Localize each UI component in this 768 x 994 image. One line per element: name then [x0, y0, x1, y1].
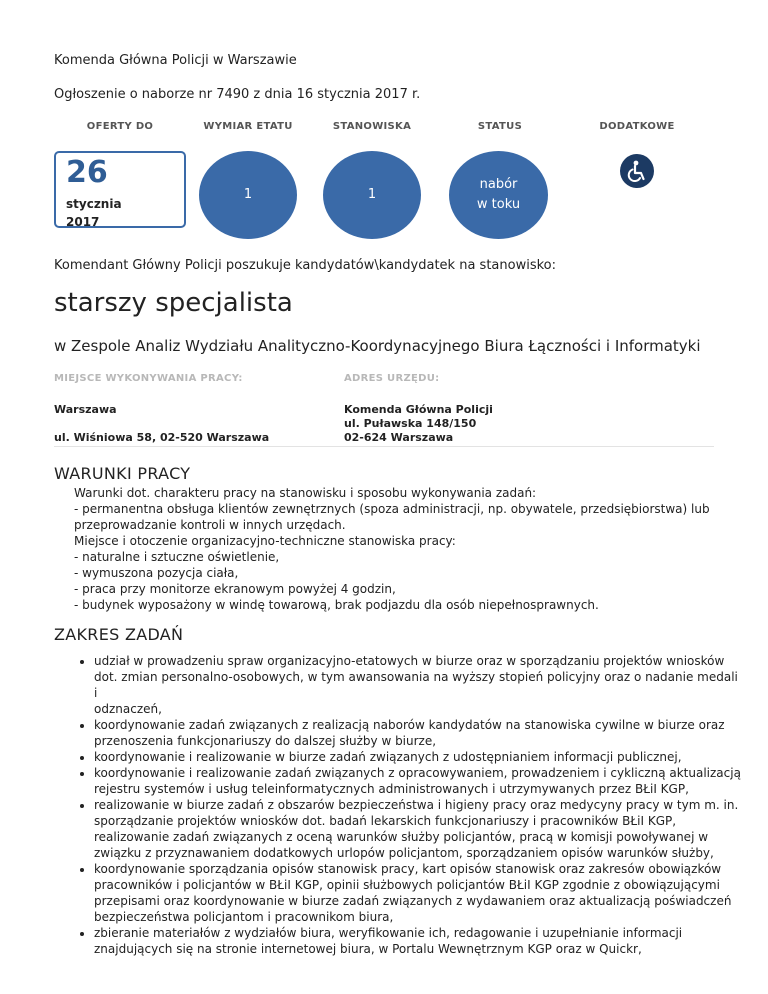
warunki-line: - budynek wyposażony w windę towarową, brak podjazdu dla osób niepełnosprawnych. [74, 598, 599, 612]
warunki-line: - naturalne i sztuczne oświetlenie, [74, 550, 280, 564]
list-item-line: • realizowanie w biurze zadań z obszarów bezpieczeństwa i higieny pracy oraz medycyny pracy w tym m. in. [94, 798, 739, 812]
list-item-line: • koordynowanie i realizowanie zadań związanych z opracowywaniem, prowadzeniem i cykliczną aktualizacją [94, 766, 741, 780]
list-item-line: przepisami oraz koordynowanie w biurze zadań związanych z wydawaniem oraz aktualizacją poświadczeń [94, 894, 732, 908]
status-line-2: w toku [476, 197, 521, 212]
list-item-line: • koordynowanie zadań związanych z realizacją naborów kandydatów na stanowiska cywilne w biurze oraz [94, 718, 725, 732]
list-item-line: pracowników i policjantów w BŁiI KGP, opinii służbowych policjantów BŁiI KGP zgodnie z obowiązującymi [94, 878, 720, 892]
warunki-line: Warunki dot. charakteru pracy na stanowisku i sposobu wykonywania zadań: [74, 486, 537, 500]
deadline-box [54, 151, 186, 228]
warunki-line: - permanentna obsługa klientów zewnętrznych (spoza administracji, np. obywatele, przedsiębiorstwa) lub [74, 502, 710, 516]
list-item-line: związku z przyznawaniem dodatkowych urlopów policjantom, sporządzaniem opisów warunków służby, [94, 846, 714, 860]
announcement-line: Ogłoszenie o naborze nr 7490 z dnia 16 stycznia 2017 r. [54, 87, 421, 102]
deadline-day: 26 [66, 155, 108, 190]
list-item [94, 861, 744, 925]
status-circle [449, 151, 548, 239]
place-label: MIEJSCE WYKONYWANIA PRACY: [54, 373, 243, 384]
warunki-line: Miejsce i otoczenie organizacyjno-techniczne stanowiska pracy: [74, 534, 456, 548]
list-item-line: sporządzanie projektów wniosków dot. badań lekarskich funkcjonariuszy i pracowników BŁiI KGP, [94, 814, 677, 828]
list-item [94, 925, 744, 957]
org-name: Komenda Główna Policji w Warszawie [54, 53, 297, 68]
office-label: ADRES URZĘDU: [344, 373, 440, 384]
place-address: ul. Wiśniowa 58, 02-520 Warszawa [54, 431, 270, 444]
list-item-line: realizowanie zadań związanych z oceną warunków służby policjantów, pracą w komisji powoływanej w [94, 830, 709, 844]
list-item [94, 765, 744, 797]
list-item-line: • udział w prowadzeniu spraw organizacyjno-etatowych w biurze oraz w sporządzaniu projektów wniosków [94, 654, 725, 668]
office-line: Komenda Główna Policji [344, 403, 493, 416]
deadline-month: stycznia [66, 197, 122, 211]
warunki-line: - praca przy monitorze ekranowym powyżej 4 godzin, [74, 582, 396, 596]
intro-text: Komendant Główny Policji poszukuje kandydatów\kandydatek na stanowisko: [54, 258, 556, 273]
wheelchair-accessibility-icon [620, 154, 654, 188]
divider [54, 446, 714, 447]
deadline-month-year [66, 195, 122, 231]
office-address [344, 403, 493, 445]
label-status: STATUS [477, 121, 523, 132]
label-oferty-do: OFERTY DO [86, 121, 154, 132]
list-item-line: • zbieranie materiałów z wydziałów biura, weryfikowanie ich, redagowanie i uzupełnianie informacji [94, 926, 683, 940]
list-item [94, 717, 744, 749]
office-line: ul. Puławska 148/150 [344, 417, 477, 430]
label-stanowiska: STANOWISKA [332, 121, 412, 132]
list-item-line: znajdujących się na stronie internetowej biura, w Portalu Wewnętrznym KGP oraz w Quickr, [94, 942, 642, 956]
etat-circle [199, 151, 297, 239]
stanowiska-value: 1 [367, 187, 377, 202]
office-line: 02-624 Warszawa [344, 431, 454, 444]
list-item-line: bezpieczeństwa policjantom i pracownikom biura, [94, 910, 394, 924]
etat-value: 1 [243, 187, 253, 202]
list-item-line: odznaczeń, [94, 702, 162, 716]
stanowiska-circle [323, 151, 421, 239]
list-item [94, 653, 744, 717]
list-item [94, 749, 744, 765]
job-unit: w Zespole Analiz Wydziału Analityczno-Koordynacyjnego Biura Łączności i Informatyki [54, 337, 701, 355]
list-item-line: rejestru systemów i usług teleinformatycznych administrowanych i utrzymywanych przez BŁiI KGP, [94, 782, 689, 796]
list-item-line: • koordynowanie i realizowanie w biurze zadań związanych z udostępnianiem informacji publicznej, [94, 750, 682, 764]
list-item-line: przenoszenia funkcjonariuszy do dalszej służby w biurze, [94, 734, 437, 748]
warunki-line: - wymuszona pozycja ciała, [74, 566, 239, 580]
warunki-heading: WARUNKI PRACY [54, 464, 191, 483]
warunki-text [74, 485, 724, 613]
status-line-1: nabór [479, 177, 518, 192]
label-wymiar-etatu: WYMIAR ETATU [203, 121, 293, 132]
list-item-line: dot. zmian personalno-osobowych, w tym awansowania na wyższy stopień policyjny oraz o nadanie medali i [94, 670, 738, 700]
deadline-year: 2017 [66, 215, 100, 229]
list-item-line: • koordynowanie sporządzania opisów stanowisk pracy, kart opisów stanowisk oraz zakresów obowiązków [94, 862, 722, 876]
zakres-heading: ZAKRES ZADAŃ [54, 625, 184, 644]
warunki-line: przeprowadzanie kontroli w innych urzędach. [74, 518, 346, 532]
label-dodatkowe: DODATKOWE [599, 121, 675, 132]
place-city: Warszawa [54, 403, 117, 416]
zakres-list [74, 653, 744, 957]
list-item [94, 797, 744, 861]
job-title: starszy specjalista [54, 288, 293, 318]
